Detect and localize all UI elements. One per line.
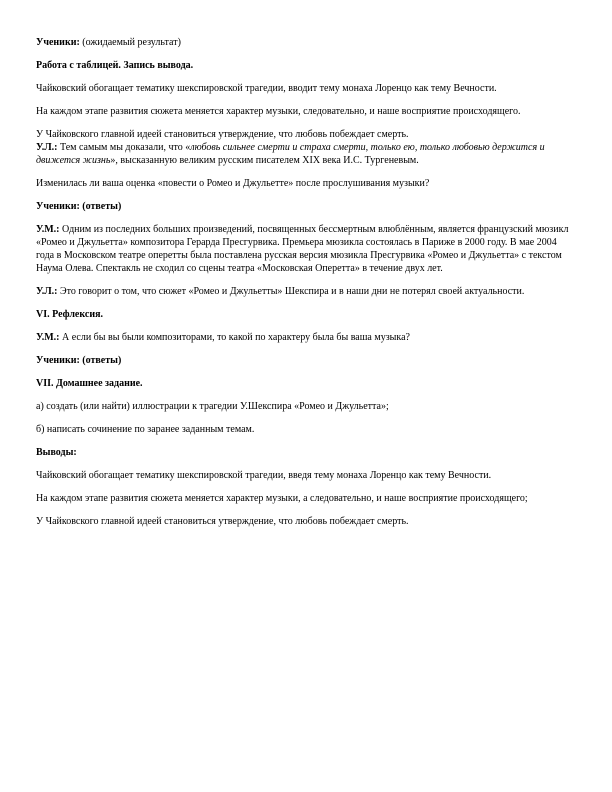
final-conclusion-3: У Чайковского главной идеей становиться утверждение, что любовь побеждает смерть. [36, 516, 409, 527]
conclusions-heading: Выводы: [36, 447, 77, 458]
homework-item-b: б) написать сочинение по заранее заданным темам. [36, 424, 255, 435]
conclusion-paragraph-3: У Чайковского главной идеей становиться утверждение, что любовь побеждает смерть. [36, 129, 409, 140]
homework-item-a: а) создать (или найти) иллюстрации к трагедии У.Шекспира «Ромео и Джульетта»; [36, 401, 389, 412]
students-expected-text: (ожидаемый результат) [79, 37, 181, 48]
teacher-m-label: У.М.: [36, 332, 60, 343]
students-label: Ученики: [36, 37, 80, 48]
conclusion-paragraph-2: На каждом этапе развития сюжета меняется характер музыки, следовательно, и наше восприятие происходящего. [36, 106, 521, 117]
final-conclusion-2: На каждом этапе развития сюжета меняется характер музыки, а следовательно, и наше восприятие происходящего; [36, 493, 528, 504]
teacher-m-label: У.М.: [36, 224, 60, 235]
conclusion-paragraph-1: Чайковский обогащает тематику шекспировской трагедии, вводит тему монаха Лоренцо как тему Вечности. [36, 83, 497, 94]
reflection-heading: VI. Рефлексия. [36, 309, 103, 320]
homework-heading: VII. Домашнее задание. [36, 378, 143, 389]
students-answers-heading: Ученики: (ответы) [36, 355, 122, 366]
relevance-paragraph: У.Л.: Это говорит о том, что сюжет «Ромео и Джульетты» Шекспира и в наши дни не потерял своей актуальности. [36, 286, 525, 297]
table-work-heading: Работа с таблицей. Запись вывода. [36, 60, 194, 71]
students-expected-paragraph [36, 36, 576, 49]
turgenev-quote: любовь сильнее смерти и страха смерти, только ею, только любовью держится и движется жизнь [36, 142, 545, 166]
teacher-l-label: У.Л.: [36, 142, 58, 153]
musical-paragraph: У.М.: Одним из последних больших произведений, посвященных бессмертным влюблённым, является французский мюзикл «Ромео и Джульетта» композитора Герарда Пресгурвика. Премьера мюзикла состоялась в Париже в 2000 году. В мае 2004 года в Московском театре оперетты была поставлена русская версия мюзикла Пресгурвика «Ромео и Джульетта» с текстом Наума Олева. Спектакль не сходил со сцены театра «Московская Оперетта» в течение двух лет. [36, 224, 569, 274]
teacher-l-quote-paragraph: У.Л.: Тем самым мы доказали, что «любовь сильнее смерти и страха смерти, только ею, только любовью держится и движется жизнь», высказанную великим русским писателем XIX века И.С. Тургеневым. [36, 142, 545, 166]
final-conclusion-1: Чайковский обогащает тематику шекспировской трагедии, введя тему монаха Лоренцо как тему Вечности. [36, 470, 492, 481]
teacher-l-label: У.Л.: [36, 286, 58, 297]
document-body [36, 36, 576, 538]
composer-question-paragraph: У.М.: А если бы вы были композиторами, то какой по характеру была бы ваша музыка? [36, 332, 410, 343]
students-answers-heading: Ученики: (ответы) [36, 201, 122, 212]
question-paragraph: Изменилась ли ваша оценка «повести о Ромео и Джульетте» после прослушивания музыки? [36, 178, 430, 189]
